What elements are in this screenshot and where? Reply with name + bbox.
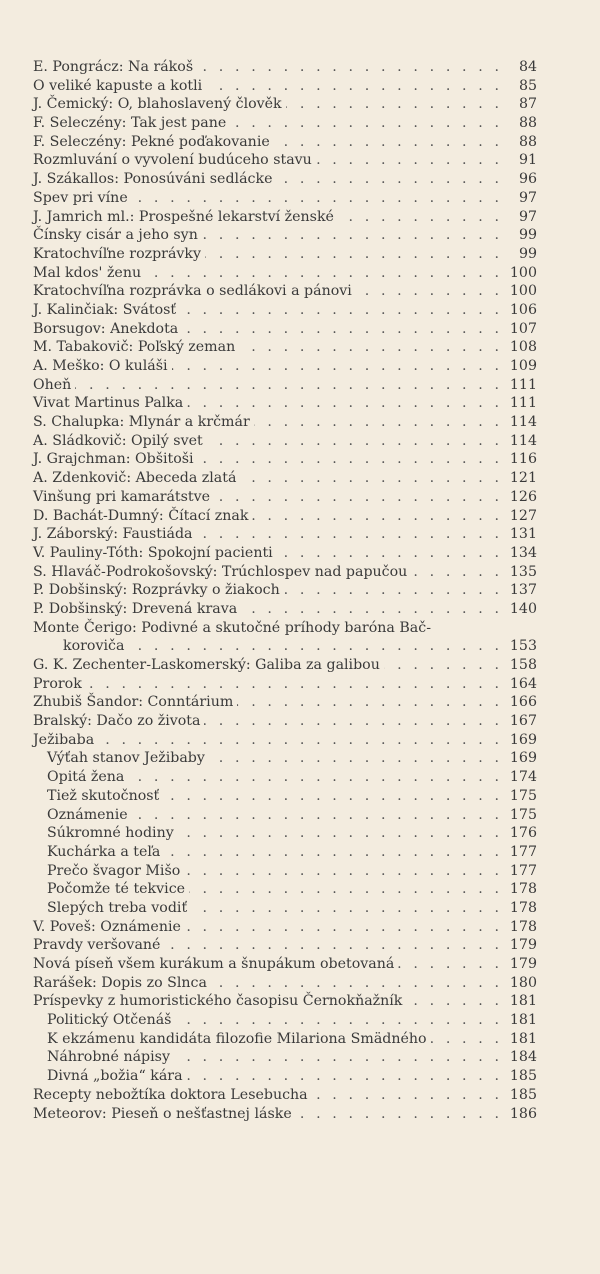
toc-entry bbox=[33, 1067, 537, 1086]
toc-entry-page-number: 180 bbox=[499, 974, 537, 993]
dot-leader bbox=[178, 824, 499, 843]
toc-entry-title: Pravdy veršované bbox=[33, 936, 164, 955]
toc-entry-title: E. Pongrácz: Na rákoš bbox=[33, 58, 197, 77]
toc-entry-title: Zhubiš Šandor: Conntárium bbox=[33, 693, 237, 712]
toc-entry-title: Vinšung pri kamarátstve bbox=[33, 488, 214, 507]
toc-entry-page-number: 97 bbox=[499, 189, 537, 208]
toc-entry-page-number: 186 bbox=[499, 1105, 537, 1124]
dot-leader bbox=[274, 133, 499, 152]
toc-entry bbox=[33, 394, 537, 413]
toc-entry-page-number: 91 bbox=[499, 151, 537, 170]
toc-entry-page-number: 178 bbox=[499, 880, 537, 899]
toc-entry bbox=[33, 918, 537, 937]
toc-entry bbox=[33, 992, 537, 1011]
toc-entry-page-number: 87 bbox=[499, 95, 537, 114]
toc-entry-title: J. Záborský: Faustiáda bbox=[33, 525, 197, 544]
dot-leader bbox=[284, 581, 499, 600]
toc-entry-title: koroviča bbox=[33, 637, 128, 656]
dot-leader bbox=[296, 1105, 499, 1124]
toc-entry-title: Spev pri víne bbox=[33, 189, 132, 208]
dot-leader bbox=[277, 544, 499, 563]
toc-entry bbox=[33, 357, 537, 376]
toc-entry-title: A. Zdenkovič: Abeceda zlatá bbox=[33, 469, 240, 488]
toc-entry bbox=[33, 637, 537, 656]
toc-entry bbox=[33, 936, 537, 955]
dot-leader bbox=[187, 394, 499, 413]
dot-leader bbox=[164, 936, 499, 955]
dot-leader bbox=[180, 301, 499, 320]
dot-leader bbox=[86, 675, 499, 694]
toc-entry bbox=[33, 77, 537, 96]
toc-entry bbox=[33, 95, 537, 114]
dot-leader bbox=[204, 712, 499, 731]
dot-leader bbox=[98, 731, 499, 750]
toc-entry bbox=[33, 189, 537, 208]
toc-entry-title: Opitá žena bbox=[33, 768, 128, 787]
toc-entry-page-number: 100 bbox=[499, 282, 537, 301]
toc-entry-page-number: 177 bbox=[499, 862, 537, 881]
toc-entry-title: Ježibaba bbox=[33, 731, 98, 750]
toc-entry-title: J. Grajchman: Obšitoši bbox=[33, 450, 198, 469]
toc-entry-title: J. Jamrich ml.: Prospešné lekarství ženské bbox=[33, 208, 338, 227]
toc-entry-title: F. Seleczény: Pekné poďakovanie bbox=[33, 133, 274, 152]
toc-entry-title: J. Kalinčiak: Svátosť bbox=[33, 301, 180, 320]
toc-entry-page-number: 135 bbox=[499, 563, 537, 582]
toc-entry-title: Kratochvíľna rozprávka o sedlákovi a pánovi bbox=[33, 282, 356, 301]
dot-leader bbox=[197, 58, 499, 77]
toc-entry-title: A. Sládkovič: Opilý svet bbox=[33, 432, 207, 451]
toc-entry bbox=[33, 1030, 537, 1049]
toc-entry-title: P. Dobšinský: Drevená krava bbox=[33, 600, 241, 619]
dot-leader bbox=[239, 338, 499, 357]
dot-leader bbox=[254, 413, 499, 432]
toc-entry-title: Oheň bbox=[33, 376, 75, 395]
toc-entry-page-number: 134 bbox=[499, 544, 537, 563]
toc-entry bbox=[33, 320, 537, 339]
dot-leader bbox=[252, 507, 499, 526]
toc-entry bbox=[33, 806, 537, 825]
toc-entry bbox=[33, 413, 537, 432]
toc-entry bbox=[33, 114, 537, 133]
dot-leader bbox=[189, 880, 499, 899]
toc-entry bbox=[33, 1011, 537, 1030]
toc-entry-title: Vivat Martinus Palka bbox=[33, 394, 187, 413]
toc-entry-page-number: 184 bbox=[499, 1048, 537, 1067]
dot-leader bbox=[435, 619, 499, 638]
toc-entry bbox=[33, 693, 537, 712]
dot-leader bbox=[431, 1030, 499, 1049]
toc-entry bbox=[33, 525, 537, 544]
dot-leader bbox=[128, 637, 499, 656]
toc-entry-title: Nová píseň všem kurákum a šnupákum obetovaná bbox=[33, 955, 398, 974]
toc-entry-page-number: 175 bbox=[499, 787, 537, 806]
toc-entry-page-number: 175 bbox=[499, 806, 537, 825]
toc-entry bbox=[33, 656, 537, 675]
toc-entry-title: Mal kdos' ženu bbox=[33, 264, 145, 283]
toc-entry-page-number: 88 bbox=[499, 114, 537, 133]
toc-entry bbox=[33, 151, 537, 170]
toc-entry-title: Počomže té tekvice bbox=[33, 880, 189, 899]
toc-entry-title: Meteorov: Pieseň o nešťastnej láske bbox=[33, 1105, 296, 1124]
toc-entry bbox=[33, 712, 537, 731]
toc-entry-title: Rarášek: Dopis zo Slnca bbox=[33, 974, 211, 993]
toc-entry-page-number: 181 bbox=[499, 1030, 537, 1049]
toc-entry-page-number: 109 bbox=[499, 357, 537, 376]
dot-leader bbox=[187, 1067, 499, 1086]
dot-leader bbox=[230, 114, 499, 133]
toc-entry-page-number: 181 bbox=[499, 1011, 537, 1030]
toc-entry-title: J. Szákallos: Ponosúváni sedlácke bbox=[33, 170, 276, 189]
toc-entry bbox=[33, 843, 537, 862]
dot-leader bbox=[198, 450, 499, 469]
toc-entry-page-number: 111 bbox=[499, 394, 537, 413]
dot-leader bbox=[164, 843, 499, 862]
dot-leader bbox=[240, 469, 499, 488]
toc-entry-title: Prorok bbox=[33, 675, 86, 694]
toc-entry-page-number: 140 bbox=[499, 600, 537, 619]
toc-entry bbox=[33, 282, 537, 301]
toc-entry-title: Borsugov: Anekdota bbox=[33, 320, 182, 339]
dot-leader bbox=[185, 918, 499, 937]
toc-entry-title: M. Tabakovič: Poľský zeman bbox=[33, 338, 239, 357]
toc-entry-title: K ekzámenu kandidáta filozofie Milariona Smädného bbox=[33, 1030, 431, 1049]
toc-entry bbox=[33, 450, 537, 469]
toc-entry-page-number: 169 bbox=[499, 749, 537, 768]
toc-entry bbox=[33, 563, 537, 582]
toc-entry-page-number: 164 bbox=[499, 675, 537, 694]
toc-entry-title: Príspevky z humoristického časopisu Černokňažník bbox=[33, 992, 406, 1011]
toc-entry bbox=[33, 338, 537, 357]
toc-entry bbox=[33, 974, 537, 993]
toc-entry-page-number: 107 bbox=[499, 320, 537, 339]
toc-entry-page-number: 178 bbox=[499, 918, 537, 937]
toc-entry-page-number: 174 bbox=[499, 768, 537, 787]
toc-entry bbox=[33, 544, 537, 563]
toc-entry-page-number: 84 bbox=[499, 58, 537, 77]
toc-entry-page-number: 99 bbox=[499, 226, 537, 245]
toc-entry bbox=[33, 432, 537, 451]
dot-leader bbox=[338, 208, 499, 227]
toc-entry-title: F. Seleczény: Tak jest pane bbox=[33, 114, 230, 133]
toc-entry-title: Slepých treba vodiť bbox=[33, 899, 191, 918]
toc-entry bbox=[33, 899, 537, 918]
toc-entry-title: G. K. Zechenter-Laskomerský: Galiba za galibou bbox=[33, 656, 384, 675]
toc-entry bbox=[33, 301, 537, 320]
dot-leader bbox=[207, 432, 499, 451]
toc-entry bbox=[33, 1086, 537, 1105]
toc-entry-title: O veliké kapuste a kotli bbox=[33, 77, 206, 96]
toc-entry-page-number: 185 bbox=[499, 1067, 537, 1086]
dot-leader bbox=[205, 245, 499, 264]
toc-entry bbox=[33, 376, 537, 395]
dot-leader bbox=[191, 899, 499, 918]
toc-entry-title: Kuchárka a teľa bbox=[33, 843, 164, 862]
toc-entry-title: J. Čemický: O, blahoslavený člověk bbox=[33, 95, 286, 114]
toc-entry bbox=[33, 600, 537, 619]
toc-entry bbox=[33, 1105, 537, 1124]
toc-entry-page-number: 179 bbox=[499, 955, 537, 974]
toc-entry-page-number: 177 bbox=[499, 843, 537, 862]
dot-leader bbox=[75, 376, 499, 395]
dot-leader bbox=[214, 488, 499, 507]
toc-entry-page-number: 96 bbox=[499, 170, 537, 189]
toc-entry bbox=[33, 133, 537, 152]
toc-entry bbox=[33, 731, 537, 750]
dot-leader bbox=[209, 749, 499, 768]
toc-entry-page-number: 85 bbox=[499, 77, 537, 96]
toc-entry bbox=[33, 768, 537, 787]
dot-leader bbox=[398, 955, 499, 974]
toc-entry bbox=[33, 58, 537, 77]
toc-entry bbox=[33, 245, 537, 264]
dot-leader bbox=[276, 170, 499, 189]
toc-entry-page-number: 178 bbox=[499, 899, 537, 918]
toc-entry-page-number: 88 bbox=[499, 133, 537, 152]
toc-entry-title: Recepty nebožtíka doktora Lesebucha bbox=[33, 1086, 312, 1105]
toc-entry bbox=[33, 862, 537, 881]
toc-entry bbox=[33, 824, 537, 843]
toc-entry-page-number: 167 bbox=[499, 712, 537, 731]
toc-entry bbox=[33, 488, 537, 507]
toc-entry-page-number: 127 bbox=[499, 507, 537, 526]
dot-leader bbox=[175, 1011, 499, 1030]
dot-leader bbox=[128, 768, 499, 787]
dot-leader bbox=[132, 806, 499, 825]
toc-entry bbox=[33, 880, 537, 899]
toc-entry bbox=[33, 507, 537, 526]
toc-entry-title: Náhrobné nápisy bbox=[33, 1048, 174, 1067]
toc-entry-title: Tiež skutočnosť bbox=[33, 787, 163, 806]
toc-entry-page-number: 166 bbox=[499, 693, 537, 712]
toc-entry-page-number: 181 bbox=[499, 992, 537, 1011]
toc-entry-page-number: 176 bbox=[499, 824, 537, 843]
toc-entry-title: Výťah stanov Ježibaby bbox=[33, 749, 209, 768]
toc-entry bbox=[33, 469, 537, 488]
dot-leader bbox=[174, 1048, 499, 1067]
toc-entry-title: Kratochvíľne rozprávky bbox=[33, 245, 205, 264]
toc-entry-title: S. Hlaváč-Podrokošovský: Trúchlospev nad papučou bbox=[33, 563, 411, 582]
toc-entry-page-number bbox=[499, 619, 537, 638]
toc-entry-title: Rozmluvání o vyvolení budúceho stavu bbox=[33, 151, 316, 170]
dot-leader bbox=[406, 992, 499, 1011]
toc-entry-page-number: 100 bbox=[499, 264, 537, 283]
dot-leader bbox=[316, 151, 499, 170]
toc-entry-page-number: 131 bbox=[499, 525, 537, 544]
dot-leader bbox=[312, 1086, 499, 1105]
toc-entry-title: Monte Čerigo: Podivné a skutočné príhody baróna Bač- bbox=[33, 619, 435, 638]
toc-entry-page-number: 169 bbox=[499, 731, 537, 750]
toc-entry bbox=[33, 619, 537, 638]
toc-entry-title: P. Dobšinský: Rozprávky o žiakoch bbox=[33, 581, 284, 600]
dot-leader bbox=[132, 189, 499, 208]
toc-entry-page-number: 158 bbox=[499, 656, 537, 675]
table-of-contents bbox=[33, 58, 537, 1123]
dot-leader bbox=[184, 862, 499, 881]
dot-leader bbox=[145, 264, 499, 283]
toc-entry-page-number: 179 bbox=[499, 936, 537, 955]
toc-entry-title: Oznámenie bbox=[33, 806, 132, 825]
toc-entry bbox=[33, 749, 537, 768]
toc-entry-page-number: 97 bbox=[499, 208, 537, 227]
dot-leader bbox=[182, 320, 499, 339]
toc-entry bbox=[33, 787, 537, 806]
toc-entry-title: V. Pauliny-Tóth: Spokojní pacienti bbox=[33, 544, 277, 563]
toc-entry bbox=[33, 264, 537, 283]
toc-entry-page-number: 185 bbox=[499, 1086, 537, 1105]
toc-entry-title: A. Meško: O kuláši bbox=[33, 357, 172, 376]
toc-entry-page-number: 116 bbox=[499, 450, 537, 469]
toc-entry-page-number: 106 bbox=[499, 301, 537, 320]
toc-entry-title: Súkromné hodiny bbox=[33, 824, 178, 843]
dot-leader bbox=[241, 600, 499, 619]
toc-entry-page-number: 111 bbox=[499, 376, 537, 395]
toc-entry-title: V. Poveš: Oznámenie bbox=[33, 918, 185, 937]
toc-entry-page-number: 114 bbox=[499, 432, 537, 451]
toc-entry bbox=[33, 581, 537, 600]
dot-leader bbox=[384, 656, 499, 675]
toc-entry-title: Prečo švagor Mišo bbox=[33, 862, 184, 881]
toc-entry bbox=[33, 675, 537, 694]
dot-leader bbox=[206, 77, 499, 96]
toc-entry-page-number: 121 bbox=[499, 469, 537, 488]
toc-entry-page-number: 153 bbox=[499, 637, 537, 656]
toc-entry-title: Politický Otčenáš bbox=[33, 1011, 175, 1030]
toc-entry-title: Bralský: Dačo zo života bbox=[33, 712, 204, 731]
toc-entry-page-number: 114 bbox=[499, 413, 537, 432]
toc-entry-page-number: 99 bbox=[499, 245, 537, 264]
toc-entry-page-number: 137 bbox=[499, 581, 537, 600]
toc-entry-page-number: 108 bbox=[499, 338, 537, 357]
dot-leader bbox=[172, 357, 499, 376]
dot-leader bbox=[237, 693, 499, 712]
dot-leader bbox=[286, 95, 499, 114]
toc-entry-title: Čínsky cisár a jeho syn bbox=[33, 226, 202, 245]
toc-entry bbox=[33, 1048, 537, 1067]
toc-entry bbox=[33, 208, 537, 227]
toc-entry-title: Divná „božia“ kára bbox=[33, 1067, 187, 1086]
toc-entry-title: D. Bachát-Dumný: Čítací znak bbox=[33, 507, 252, 526]
toc-entry bbox=[33, 226, 537, 245]
toc-entry bbox=[33, 170, 537, 189]
toc-entry-title: S. Chalupka: Mlynár a krčmár bbox=[33, 413, 254, 432]
dot-leader bbox=[202, 226, 499, 245]
toc-entry bbox=[33, 955, 537, 974]
dot-leader bbox=[197, 525, 499, 544]
toc-entry-page-number: 126 bbox=[499, 488, 537, 507]
dot-leader bbox=[163, 787, 499, 806]
dot-leader bbox=[356, 282, 499, 301]
dot-leader bbox=[411, 563, 499, 582]
dot-leader bbox=[211, 974, 499, 993]
